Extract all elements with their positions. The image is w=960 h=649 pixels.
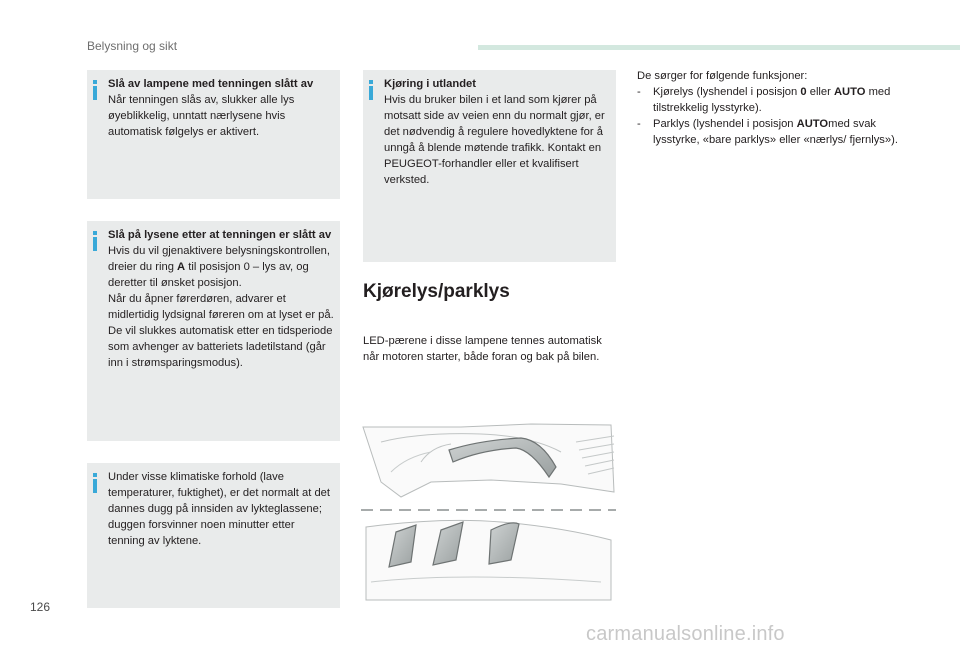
list-dash: - bbox=[637, 118, 641, 130]
info-icon bbox=[92, 473, 100, 493]
note-body: Hvis du bruker bilen i et land som kjører på motsatt side av veien enn du normalt gjør, er det nødvendig å regulere hovedlyktene for å unngå å blende møtende trafikk. Kontakt en PEUGEOT-forhandler eller et kvalifisert verksted. bbox=[384, 94, 605, 186]
section-header-title: Belysning og sikt bbox=[87, 39, 178, 53]
list-item bbox=[637, 116, 907, 148]
info-note-condensation bbox=[87, 463, 340, 608]
note-body: Under visse klimatiske forhold (lave temperaturer, fuktighet), er det normalt at det dannes dugg på innsiden av lykteglassene; duggen forsvinner noen minutter etter tenning av lyktene. bbox=[108, 471, 330, 547]
note-body-part: til posisjon 0 – lys av, og deretter til ønsket posisjon. bbox=[108, 261, 309, 289]
item-bold: AUTO bbox=[833, 86, 866, 98]
note-body-part: Hvis du vil gjenaktivere belysningskontrollen, dreier du ring bbox=[108, 245, 330, 273]
section-paragraph: LED-pærene i disse lampene tennes automatisk når motoren starter, både foran og bak på bilen. bbox=[363, 335, 602, 363]
info-note-lights-on bbox=[87, 221, 340, 441]
item-text: Parklys (lyshendel i posisjon bbox=[653, 118, 797, 130]
info-note-lights-off bbox=[87, 70, 340, 199]
info-icon bbox=[368, 80, 376, 100]
item-text: med tilstrekkelig lysstyrke). bbox=[653, 86, 891, 114]
list-dash: - bbox=[637, 86, 641, 98]
page-number: 126 bbox=[30, 600, 51, 614]
section-heading: Kjørelys/parklys bbox=[363, 281, 510, 302]
info-note-driving-abroad bbox=[363, 70, 616, 262]
note-body: Når tenningen slås av, slukker alle lys øyeblikkelig, unntatt nærlysene hvis automatisk følgelys er aktivert. bbox=[108, 94, 295, 138]
item-text: med svak lysstyrke, «bare parklys» eller «nærlys/ fjernlys»). bbox=[653, 118, 898, 146]
item-bold: 0 bbox=[800, 86, 807, 98]
info-icon bbox=[92, 231, 100, 251]
watermark-link[interactable]: carmanualsonline.info bbox=[586, 623, 785, 645]
header-accent-bar bbox=[478, 45, 960, 50]
note-title: Slå på lysene etter at tenningen er slått av bbox=[108, 229, 332, 241]
ring-letter: A bbox=[177, 261, 186, 273]
functions-list-block bbox=[637, 68, 907, 148]
list-item bbox=[637, 84, 907, 116]
item-text: eller bbox=[806, 86, 834, 98]
note-title: Slå av lampene med tenningen slått av bbox=[108, 78, 314, 90]
item-bold: AUTO bbox=[796, 118, 829, 130]
note-body-part: Når du åpner førerdøren, advarer et midlertidig lydsignal føreren om at lyset er på. bbox=[108, 293, 334, 321]
headlamp-illustration bbox=[361, 422, 616, 605]
info-icon bbox=[92, 80, 100, 100]
item-text: Kjørelys (lyshendel i posisjon bbox=[653, 86, 801, 98]
note-body-part: De vil slukkes automatisk etter en tidsperiode som avhenger av batteriets ladetilstand (går inn i strømsparingsmodus). bbox=[108, 325, 333, 369]
functions-intro: De sørger for følgende funksjoner: bbox=[637, 70, 808, 82]
note-title: Kjøring i utlandet bbox=[384, 78, 476, 90]
